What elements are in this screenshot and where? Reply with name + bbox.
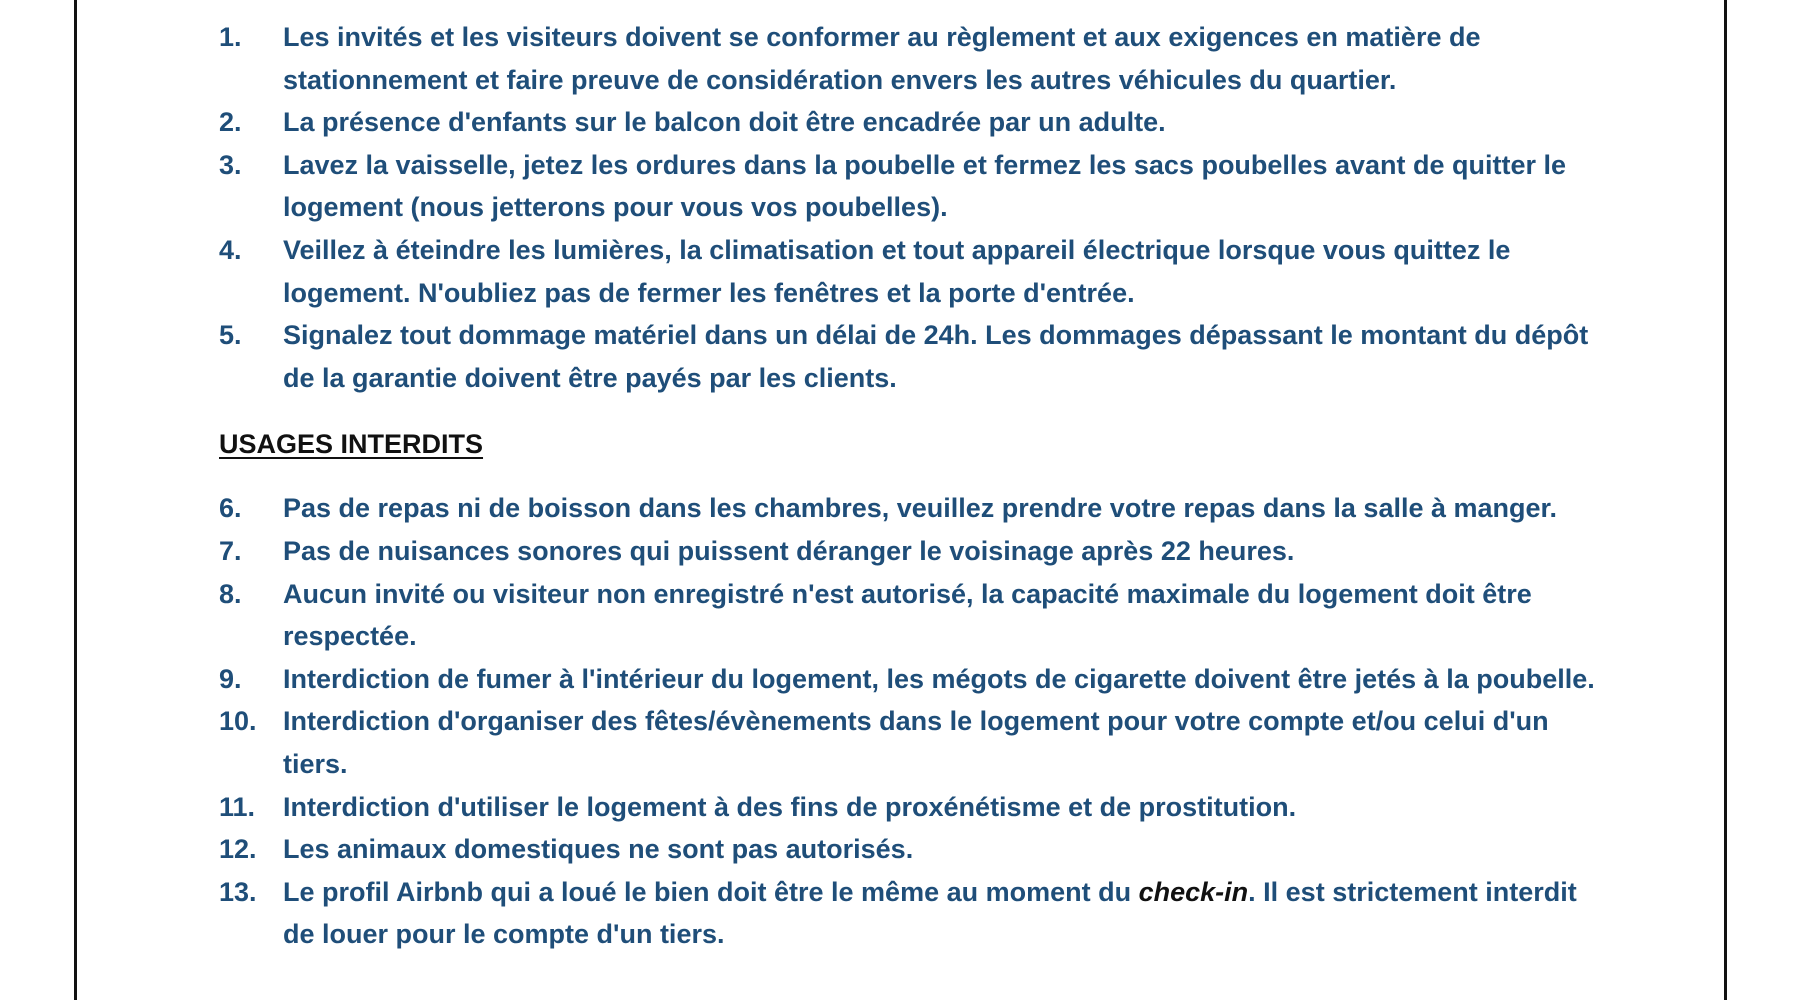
- item-number: 4.: [219, 234, 242, 265]
- page-border-left: [74, 0, 77, 1000]
- list-item: [219, 530, 1599, 573]
- section-title: USAGES INTERDITS: [219, 429, 484, 460]
- item-number: 9.: [219, 663, 242, 694]
- item-text: Les invités et les visiteurs doivent se conformer au règlement et aux exigences en matière de stationnement et faire preuve de considération envers les autres véhicules du quartier.: [283, 22, 1481, 95]
- item-text-start: Le profil Airbnb qui a loué le bien doit être le même au moment du: [283, 876, 1139, 907]
- list-item: [219, 229, 1599, 314]
- item-number: 2.: [219, 107, 242, 138]
- list-item: [219, 573, 1599, 658]
- item-text: Interdiction d'organiser des fêtes/évènements dans le logement pour votre compte et/ou celui d'un tiers.: [283, 706, 1549, 779]
- item-text-end: . Il est strictement interdit de louer pour le compte d'un tiers.: [283, 876, 1577, 950]
- item-text: La présence d'enfants sur le balcon doit être encadrée par un adulte.: [283, 107, 1166, 138]
- list-item: [219, 658, 1599, 701]
- item-number: 13.: [219, 876, 257, 907]
- list-item: [219, 101, 1599, 144]
- item-text: Aucun invité ou visiteur non enregistré n'est autorisé, la capacité maximale du logement doit être respectée.: [283, 578, 1532, 652]
- item-number: 7.: [219, 535, 242, 566]
- item-number: 5.: [219, 320, 242, 351]
- item-text: Veillez à éteindre les lumières, la climatisation et tout appareil électrique lorsque vous quittez le logement. N'oubliez pas de fermer les fenêtres et la porte d'entrée.: [283, 234, 1511, 308]
- item-text: Interdiction de fumer à l'intérieur du logement, les mégots de cigarette doivent être jetés à la poubelle.: [283, 663, 1595, 694]
- item-text: Interdiction d'utiliser le logement à des fins de proxénétisme et de prostitution.: [283, 791, 1297, 822]
- list-item: [219, 786, 1599, 829]
- item-number: 11.: [219, 791, 256, 822]
- item-number: 8.: [219, 578, 242, 609]
- list-item: [219, 314, 1599, 399]
- page-border-right: [1724, 0, 1727, 1000]
- item-text: Pas de nuisances sonores qui puissent déranger le voisinage après 22 heures.: [283, 535, 1295, 566]
- check-in-term: check-in: [1138, 876, 1249, 907]
- item-text: Pas de repas ni de boisson dans les chambres, veuillez prendre votre repas dans la salle à manger.: [283, 493, 1558, 524]
- item-number: 10.: [219, 706, 257, 737]
- item-text: Signalez tout dommage matériel dans un délai de 24h. Les dommages dépassant le montant du dépôt de la garantie doivent être payés par les clients.: [283, 320, 1589, 393]
- list-item: [219, 16, 1599, 101]
- rules-content: [219, 16, 1599, 956]
- general-rules-list: [219, 16, 1599, 399]
- item-text: Les animaux domestiques ne sont pas autorisés.: [283, 834, 914, 865]
- item-number: 1.: [219, 22, 242, 52]
- item-text: [283, 877, 1577, 950]
- item-number: 3.: [219, 149, 242, 180]
- forbidden-rules-list: [219, 487, 1599, 956]
- item-number: 6.: [219, 493, 242, 524]
- list-item: [219, 700, 1599, 785]
- list-item: [219, 828, 1599, 871]
- list-item: [219, 144, 1599, 229]
- list-item: [219, 487, 1599, 530]
- list-item: [219, 871, 1599, 956]
- item-number: 12.: [219, 834, 257, 865]
- item-text: Lavez la vaisselle, jetez les ordures dans la poubelle et fermez les sacs poubelles avant de quitter le logement (nous jetterons pour vous vos poubelles).: [283, 149, 1567, 223]
